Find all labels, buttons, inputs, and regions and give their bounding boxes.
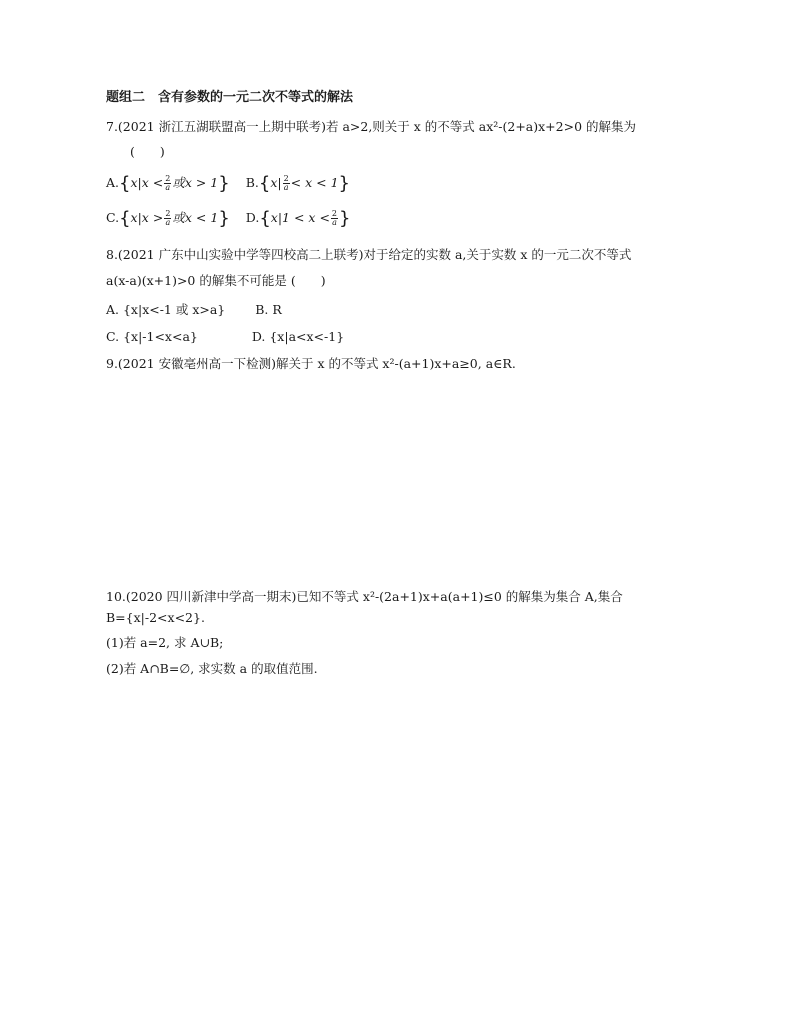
question-9-stem: 9.(2021 安徽亳州高一下检测)解关于 x 的不等式 x²-(a+1)x+a≥0, a∈R.: [106, 356, 516, 371]
question-8-options-cd: [106, 328, 344, 346]
q8-option-b[interactable]: B. R: [255, 302, 282, 317]
q7-option-a[interactable]: A.{x|x < $\frac{2}{a}$ 或x > 1}: [106, 173, 230, 194]
question-8-stem-continued: a(x-a)(x+1)>0 的解集不可能是 ( ): [106, 273, 326, 288]
q8-option-c[interactable]: C. {x|-1<x<a}: [106, 329, 198, 344]
q7-option-c[interactable]: C.{x|x > $\frac{2}{a}$ 或x < 1}: [106, 208, 230, 229]
q7-option-d[interactable]: D.{x|1 < x < $\frac{2}{a}$ }: [245, 208, 351, 229]
question-10-stem: 10.(2020 四川新津中学高一期末)已知不等式 x²-(2a+1)x+a(a+1)≤0 的解集为集合 A,集合: [106, 589, 623, 604]
question-10-part-1: (1)若 a=2, 求 A∪B;: [106, 635, 224, 650]
question-8-stem: 8.(2021 广东中山实验中学等四校高二上联考)对于给定的实数 a,关于实数 x 的一元二次不等式: [106, 247, 632, 262]
q8-option-d[interactable]: D. {x|a<x<-1}: [251, 329, 345, 344]
question-7-options-cd: [106, 209, 350, 228]
question-7-options-ab: [106, 174, 350, 193]
question-7-answer-bracket: ( ): [130, 144, 165, 159]
q7-option-b[interactable]: B.{x| $\frac{2}{a}$ < x < 1}: [245, 173, 350, 194]
q8-option-a[interactable]: A. {x|x<-1 或 x>a}: [106, 302, 226, 317]
question-7-stem: 7.(2021 浙江五湖联盟高一上期中联考)若 a>2,则关于 x 的不等式 ax²-(2+a)x+2>0 的解集为: [106, 119, 637, 134]
question-10-part-2: (2)若 A∩B=∅, 求实数 a 的取值范围.: [106, 661, 318, 676]
question-8-options-ab: [106, 301, 282, 319]
question-10-stem-continued: B={x|-2<x<2}.: [106, 610, 205, 625]
section-title: 题组二 含有参数的一元二次不等式的解法: [106, 90, 354, 105]
